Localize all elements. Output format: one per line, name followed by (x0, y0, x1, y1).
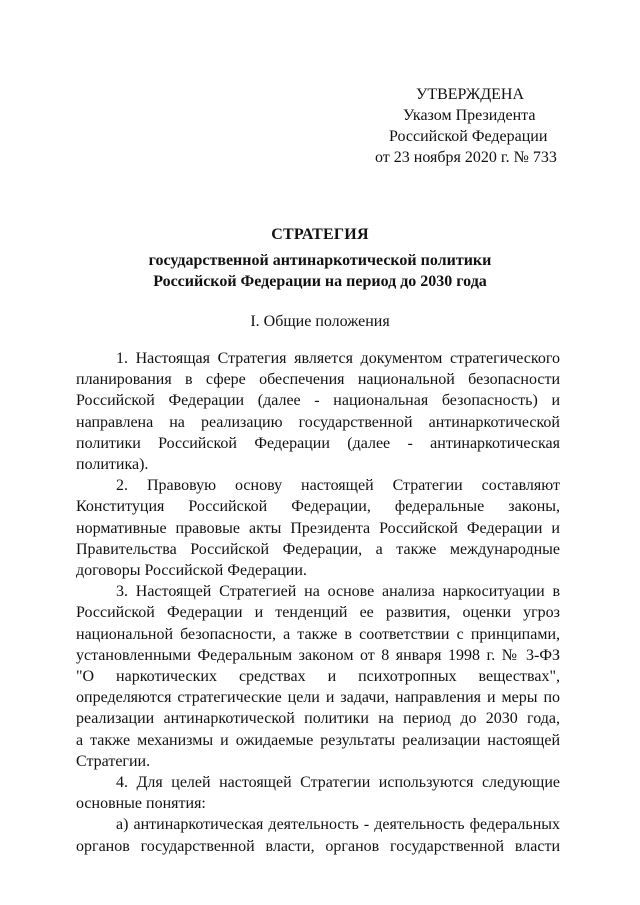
text-line: направлена на реализацию государственной антинаркотической (76, 413, 560, 431)
text-line: Стратегии. (76, 752, 151, 770)
text-line: 4. Для целей настоящей Стратегии используются следующие (116, 774, 560, 792)
document-subtitle (0, 250, 640, 292)
text-line: Конституция Российской Федерации, федеральные законы, (76, 498, 560, 516)
text-line: установленными Федеральным законом от 8 января 1998 г. № 3-ФЗ (76, 646, 560, 664)
text-line: политика). (76, 456, 149, 474)
text-line: "О наркотических средствах и психотропных веществах", (76, 668, 560, 686)
text-line: а также механизмы и ожидаемые результаты реализации настоящей (76, 731, 560, 749)
text-line: политики Российской Федерации (далее - антинаркотическая (76, 434, 560, 452)
text-line: планирования в сфере обеспечения национальной безопасности (76, 371, 560, 389)
text-line: 3. Настоящей Стратегией на основе анализа наркоситуации в (116, 583, 560, 601)
text-line: органов государственной власти, органов государственной власти (76, 837, 560, 855)
text-line: нормативные правовые акты Президента Российской Федерации и (76, 519, 560, 537)
text-line: основные понятия: (76, 795, 206, 813)
text-line: национальной безопасности, а также в соответствии с принципами, (76, 625, 560, 643)
text-line: 2. Правовую основу настоящей Стратегии составляют (116, 477, 560, 495)
text-line: договоры Российской Федерации. (76, 562, 307, 580)
subtitle-line: государственной антинаркотической политики (148, 252, 492, 269)
text-line: реализации антинаркотической политики на период до 2030 года, (76, 710, 560, 728)
approval-line: Указом Президента (403, 107, 536, 124)
approval-line: УТВЕРЖДЕНА (416, 86, 525, 103)
subtitle-line: Российской Федерации на период до 2030 года (153, 273, 487, 290)
section-heading: I. Общие положения (250, 313, 390, 330)
approval-block (372, 84, 582, 168)
text-line: Российской Федерации и тенденций ее развития, оценки угроз (76, 604, 560, 622)
text-line: 1. Настоящая Стратегия является документом стратегического (116, 350, 560, 367)
text-line: Российской Федерации (далее - национальная безопасность) и (76, 392, 560, 410)
approval-line: Российской Федерации (389, 128, 548, 145)
text-line: а) антинаркотическая деятельность - деятельность федеральных (116, 816, 560, 834)
approval-line: от 23 ноября 2020 г. № 733 (375, 149, 557, 166)
document-title: СТРАТЕГИЯ (271, 226, 369, 243)
text-line: Правительства Российской Федерации, а также международные (76, 540, 560, 558)
text-line: определяются стратегические цели и задачи, направления и меры по (76, 689, 560, 707)
body-text (76, 348, 560, 857)
